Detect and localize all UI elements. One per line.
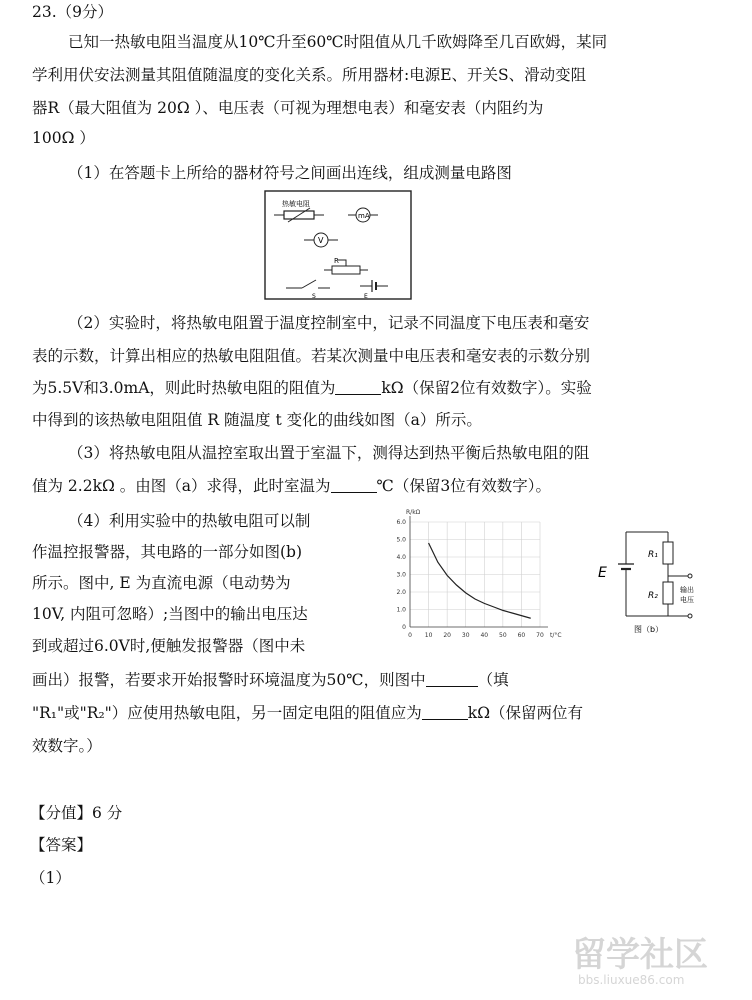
y-axis-label: R/kΩ <box>406 509 421 516</box>
y-tick-label: 4.0 <box>396 554 406 561</box>
part4-line-3: 所示。图中, E 为直流电源（电动势为 <box>32 574 291 592</box>
switch-label: S <box>312 293 316 300</box>
x-tick-label: 0 <box>408 632 412 639</box>
part4-line-2: 作温控报警器，其电路的一部分如图(b) <box>32 543 303 561</box>
answer-label: 【答案】 <box>30 836 93 854</box>
score-label: 【分值】6 分 <box>30 804 123 822</box>
output-label-2: 电压 <box>680 596 694 604</box>
part2-line-3-text: 为5.5V和3.0mA，则此时热敏电阻的阻值为 <box>32 379 336 397</box>
thermistor-label: 热敏电阻 <box>282 200 310 208</box>
part3-line-2-tail: ℃（保留3位有效数字）。 <box>376 477 551 495</box>
y-tick-label: 5.0 <box>396 536 406 544</box>
y-tick-label: 1.0 <box>396 606 406 614</box>
components-figure <box>264 190 412 302</box>
part3-line-2-text: 值为 2.2kΩ 。由图（a）求得，此时室温为 <box>32 477 331 495</box>
part2-line-1: （2）实验时，将热敏电阻置于温度控制室中，记录不同温度下电压表和毫安 <box>68 314 590 332</box>
r1-resistor <box>663 542 673 564</box>
alarm-circuit-figure <box>596 520 712 638</box>
watermark-main: 留学社区 <box>572 935 708 975</box>
part4-line-7-tail: kΩ（保留两位有 <box>467 704 584 722</box>
answer-blank-temperature[interactable] <box>331 476 377 493</box>
intro-line-2: 学利用伏安法测量其阻值随温度的变化关系。所用器材:电源E、开关S、滑动变阻 <box>32 66 587 84</box>
part4-line-6-text: 画出）报警，若要求开始报警时环境温度为50℃，则图中 <box>32 671 426 689</box>
intro-line-3: 器R（最大阻值为 20Ω ）、电压表（可视为理想电表）和毫安表（内阻约为 <box>32 99 544 117</box>
answer-blank-resistance[interactable] <box>335 378 381 395</box>
intro-line-4: 100Ω ） <box>32 129 95 147</box>
x-tick-label: 70 <box>536 632 544 639</box>
part4-line-6 <box>32 670 509 690</box>
y-tick-label: 3.0 <box>396 571 406 579</box>
part1-text: （1）在答题卡上所给的器材符号之间画出连线，组成测量电路图 <box>68 164 512 182</box>
y-tick-label: 2.0 <box>396 589 406 596</box>
resistance-temperature-chart <box>380 508 580 643</box>
r1-label: R₁ <box>648 550 658 560</box>
ammeter-label: mA <box>358 212 370 220</box>
resistance-curve <box>429 543 531 618</box>
part3-line-2 <box>32 476 551 496</box>
x-tick-label: 10 <box>424 632 433 639</box>
output-terminal-top <box>688 574 692 578</box>
part2-line-3 <box>32 378 592 398</box>
part4-line-8: 效数字。） <box>32 737 102 755</box>
x-tick-label: 30 <box>461 632 470 639</box>
rheostat-label: R <box>334 257 339 265</box>
x-tick-label: 20 <box>443 632 451 639</box>
part4-line-4: 10V, 内阻可忽略）;当图中的输出电压达 <box>32 605 308 623</box>
x-tick-label: 60 <box>517 632 526 639</box>
output-label-1: 输出 <box>680 586 694 594</box>
x-tick-label: 50 <box>499 632 507 639</box>
r2-resistor <box>663 582 673 604</box>
x-tick-label: 40 <box>480 632 489 639</box>
part2-line-2: 表的示数，计算出相应的热敏电阻阻值。若某次测量中电压表和毫安表的示数分别 <box>32 347 591 365</box>
part2-line-4: 中得到的该热敏电阻阻值 R 随温度 t 变化的曲线如图（a）所示。 <box>32 411 482 429</box>
part4-line-7-text: "R₁"或"R₂"）应使用热敏电阻，另一固定电阻的阻值应为 <box>32 704 422 722</box>
part4-line-7 <box>32 703 583 723</box>
part2-line-3-tail: kΩ（保留2位有效数字）。实验 <box>381 379 592 397</box>
watermark-url: bbs.liuxue86.com <box>578 973 685 987</box>
y-tick-label: 6.0 <box>396 519 406 526</box>
answer-part-1: （1） <box>30 869 71 887</box>
r2-label: R₂ <box>648 591 658 601</box>
part4-line-1: （4）利用实验中的热敏电阻可以制 <box>68 512 311 530</box>
part4-line-5: 到或超过6.0V时,便触发报警器（图中未 <box>32 637 306 655</box>
output-terminal-bottom <box>688 614 692 618</box>
figure-b-caption: 图（b） <box>634 625 664 634</box>
question-number: 23.（9分） <box>32 3 114 21</box>
answer-blank-resistor-choice[interactable] <box>426 670 478 687</box>
rheostat-symbol <box>332 266 360 274</box>
watermark-logo <box>568 926 738 990</box>
circuit-source-label: E <box>598 565 607 581</box>
x-axis-label: t/°C <box>550 632 562 639</box>
part4-line-6-tail: （填 <box>477 671 509 689</box>
intro-line-1: 已知一热敏电阻当温度从10℃升至60℃时阻值从几千欧姆降至几百欧姆，某同 <box>68 33 608 51</box>
source-label: E <box>364 293 368 300</box>
voltmeter-label: V <box>318 236 324 245</box>
part3-line-1: （3）将热敏电阻从温控室取出置于室温下，测得达到热平衡后热敏电阻的阻 <box>68 444 590 462</box>
answer-blank-fixed-resistance[interactable] <box>422 703 468 720</box>
y-tick-label: 0 <box>402 624 406 631</box>
switch-symbol <box>302 280 316 288</box>
